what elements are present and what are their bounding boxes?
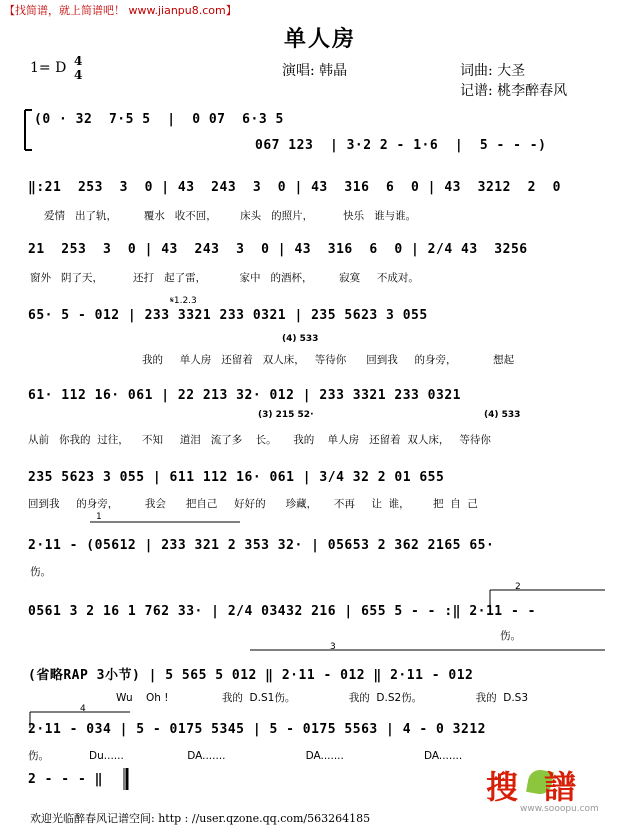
singer-credit: 演唱: 韩晶	[282, 63, 348, 79]
score-row-6: 235 5623 3 055 | 611 112 16· 061 | 3/4 32 2 01 655	[28, 470, 445, 485]
volta-1-label: 1	[96, 512, 102, 522]
lyrics-row-10: 伤。 Du...... DA....... DA....... DA.......	[28, 750, 463, 762]
lyrics-row-4: 我的 单人房 还留着 双人床， 等待你 回到我 的身旁， 想起	[142, 354, 515, 366]
lyrics-row-5: 从前 你我的 过往， 不知 道泪 流了多 长。 我的 单人房 还留着 双人床， 等待你	[28, 434, 491, 446]
logo-url: www.sooopu.com	[520, 804, 599, 814]
score-row-9: (省略RAP 3小节) | 5 565 5 012 ‖ 2·11 - 012 ‖ 2·11 - 012	[28, 668, 474, 683]
lyrics-row-7: 伤。	[30, 566, 51, 578]
score-row-10: 2·11 - 034 | 5 - 0175 5345 | 5 - 0175 5563 | 4 - 0 3212	[28, 722, 486, 737]
alt-notes-row-5b: (4) 533	[484, 410, 521, 420]
score-row-11: 2 - - - ‖	[28, 772, 103, 787]
score-row-8: 0561 3 2 16 1 762 33· | 2/4 03432 216 | 655 5 - - :‖ 2·11 - -	[28, 604, 536, 619]
alt-notes-row-5a: (3) 215 52·	[258, 410, 314, 420]
lyrics-row-9: Wu Oh ! 我的 D.S1伤。 我的 D.S2伤。 我的 D.S3	[116, 692, 529, 704]
composer-credit: 词曲: 大圣	[460, 63, 526, 79]
score-row-1-continuation: 067 123 | 3·2 2 - 1·6 | 5 - - -)	[255, 138, 547, 153]
song-title: 单人房	[283, 26, 356, 52]
volta-3-label: 3	[330, 642, 336, 652]
site-banner: 【找简谱，就上简谱吧！ www.jianpu8.com】	[4, 4, 237, 17]
score-row-1: (0 · 32 7·5 5 | 0 07 6·3 5	[34, 112, 284, 127]
footer-credit: 欢迎光临醉春风记谱空间: http : //user.qzone.qq.com/563264185	[30, 812, 371, 825]
time-signature-bottom: 4	[74, 68, 83, 82]
lyrics-row-8: 伤。	[500, 630, 521, 642]
score-row-5: 61· 112 16· 061 | 22 213 32· 012 | 233 3321 233 0321	[28, 388, 461, 403]
volta-4-label: 4	[80, 704, 86, 714]
lyrics-row-2: 爱情 出了轨， 覆水 收不回， 床头 的照片， 快乐 谁与谁。	[44, 210, 417, 222]
sooopu-logo	[486, 760, 599, 820]
logo-char-pu: 譜	[544, 768, 577, 806]
transcriber-credit: 记谱: 桃李醉春风	[460, 83, 568, 99]
score-row-4: 65· 5 - 012 | 233 3321 233 0321 | 235 5623 3 055	[28, 308, 428, 323]
alt-notes-row-4: (4) 533	[282, 334, 319, 344]
segno-mark: 𝄋1.2.3	[170, 296, 197, 306]
score-row-7: 2·11 - (05612 | 233 321 2 353 32· | 05653 2 362 2165 65·	[28, 538, 495, 553]
time-signature-top: 4	[74, 54, 83, 68]
logo-char-sou: 搜	[486, 768, 519, 806]
score-row-3: 21 253 3 0 | 43 243 3 0 | 43 316 6 0 | 2/4 43 3256	[28, 242, 528, 257]
lyrics-row-6: 回到我 的身旁， 我会 把自己 好好的 珍藏， 不再 让 谁， 把 自 己	[28, 498, 478, 510]
score-row-2: ‖:21 253 3 0 | 43 243 3 0 | 43 316 6 0 | 43 3212 2 0	[28, 180, 561, 195]
lyrics-row-3: 窗外 阴了天， 还打 起了雷， 家中 的酒杯， 寂寞 不成对。	[30, 272, 419, 284]
volta-2-label: 2	[515, 582, 521, 592]
key-signature: 1= D	[30, 60, 67, 76]
